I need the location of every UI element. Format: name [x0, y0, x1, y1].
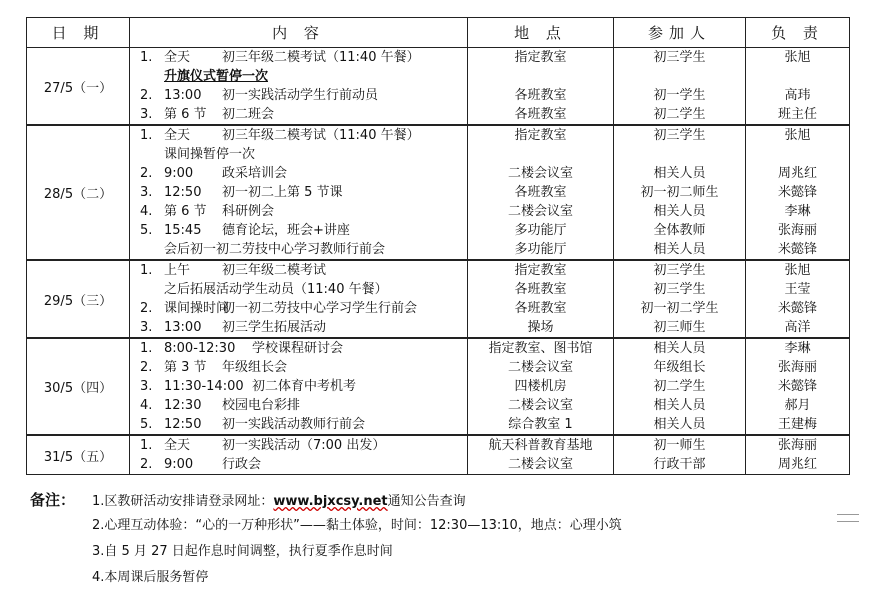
item-participants: 年级组长: [653, 360, 706, 375]
item-responsible: 王建梅: [777, 417, 817, 432]
item-responsible: 张旭: [784, 263, 811, 278]
schedule-item: [130, 415, 467, 434]
item-responsible: 郝月: [784, 398, 811, 413]
item-responsible: [746, 67, 849, 86]
item-responsible: 米懿锋: [777, 379, 817, 394]
item-location: 多功能厅: [514, 223, 567, 238]
header-content: 内 容: [130, 18, 468, 48]
schedule-item: [130, 86, 467, 105]
item-responsible: 张海丽: [777, 438, 817, 453]
note-2: 2.心理互动体验：“心的一万种形状”——黏土体验，时间：12:30—13:10，地点：心理小筑: [92, 518, 622, 533]
item-time: 13:00: [164, 320, 202, 335]
item-responsible: 高玮: [784, 88, 811, 103]
item-participants: 相关人员: [653, 242, 706, 257]
note-1-url[interactable]: www.bjxcsy.net: [273, 494, 388, 509]
day-date: 30/5（四）: [27, 338, 130, 435]
item-participants: 相关人员: [653, 417, 706, 432]
day-responsible: [746, 338, 850, 435]
item-time: 9:00: [164, 166, 194, 181]
item-time: 8:00-12:30: [164, 341, 236, 356]
item-number: 2.: [140, 360, 153, 375]
item-text: 初一初二上第 5 节课: [222, 185, 343, 200]
item-responsible: 张海丽: [777, 223, 817, 238]
item-responsible: 张海丽: [777, 360, 817, 375]
item-text: 初一实践活动学生行前动员: [222, 88, 379, 103]
item-location: 二楼会议室: [507, 398, 573, 413]
day-row: [27, 260, 850, 338]
item-text: 行政会: [222, 457, 262, 472]
schedule-item: [130, 126, 467, 145]
item-responsible: [746, 145, 849, 164]
item-number: 3.: [140, 185, 153, 200]
item-responsible: 米懿锋: [777, 185, 817, 200]
item-number: 5.: [140, 417, 153, 432]
item-participants: 初三学生: [653, 263, 706, 278]
item-location: [468, 67, 613, 86]
item-location: 指定教室: [514, 50, 567, 65]
item-time: 12:50: [164, 185, 202, 200]
item-time: 上午: [164, 263, 191, 278]
schedule-item: [130, 436, 467, 455]
note-3: 3.自 5 月 27 日起作息时间调整，执行夏季作息时间: [92, 544, 393, 559]
schedule-item: [130, 145, 467, 164]
item-number: 3.: [140, 320, 153, 335]
day-participants: [614, 125, 746, 260]
item-text: 课间操暂停一次: [164, 147, 256, 162]
item-location: 操场: [527, 320, 554, 335]
item-time: 12:50: [164, 417, 202, 432]
item-participants: 初三师生: [653, 320, 706, 335]
item-text: 初一初二劳技中心学习学生行前会: [222, 301, 418, 316]
item-participants: [614, 145, 745, 164]
item-location: 各班教室: [514, 282, 567, 297]
item-responsible: 李琳: [784, 341, 811, 356]
header-date: 日 期: [27, 18, 130, 48]
schedule-item: [130, 280, 467, 299]
item-text: 初二班会: [222, 107, 275, 122]
item-text: 年级组长会: [222, 360, 288, 375]
day-location: [468, 338, 614, 435]
schedule-item: [130, 221, 467, 240]
day-location: [468, 48, 614, 126]
schedule-item: [130, 455, 467, 474]
item-text: 初三学生拓展活动: [222, 320, 327, 335]
item-location: 二楼会议室: [507, 204, 573, 219]
item-responsible: 王莹: [784, 282, 811, 297]
item-participants: 全体教师: [653, 223, 706, 238]
item-participants: 相关人员: [653, 398, 706, 413]
item-participants: 初三学生: [653, 128, 706, 143]
item-responsible: 张旭: [784, 128, 811, 143]
day-date: 31/5（五）: [27, 435, 130, 475]
item-location: [468, 145, 613, 164]
item-participants: 初二学生: [653, 107, 706, 122]
day-date: 29/5（三）: [27, 260, 130, 338]
header-participants: 参加人: [614, 18, 746, 48]
item-location: 二楼会议室: [507, 166, 573, 181]
notes-label: 备注：: [30, 491, 76, 509]
item-number: 1.: [140, 341, 153, 356]
schedule-item: [130, 183, 467, 202]
item-number: 5.: [140, 223, 153, 238]
note-1-suffix: 通知公告查询: [387, 494, 466, 509]
schedule-item: [130, 396, 467, 415]
item-participants: 初一师生: [653, 438, 706, 453]
schedule-item: [130, 164, 467, 183]
item-time: 13:00: [164, 88, 202, 103]
item-number: 4.: [140, 204, 153, 219]
item-number: 3.: [140, 379, 153, 394]
day-row: [27, 435, 850, 475]
day-participants: [614, 435, 746, 475]
item-location: 四楼机房: [514, 379, 567, 394]
day-content: [130, 260, 468, 338]
item-location: 各班教室: [514, 88, 567, 103]
item-text: 升旗仪式暂停一次: [164, 69, 269, 84]
day-content: [130, 48, 468, 126]
item-time: 第 6 节: [164, 107, 207, 122]
item-text: 初三年级二模考试: [222, 263, 327, 278]
notes-section: [30, 487, 622, 591]
item-time: 12:30: [164, 398, 202, 413]
schedule-item: [130, 377, 467, 396]
header-row: [27, 18, 850, 48]
item-responsible: 李琳: [784, 204, 811, 219]
schedule-item: [130, 67, 467, 86]
item-number: 1.: [140, 438, 153, 453]
day-content: [130, 125, 468, 260]
item-time: 全天: [164, 50, 191, 65]
item-participants: 初一初二师生: [640, 185, 719, 200]
day-date: 28/5（二）: [27, 125, 130, 260]
item-text: 初一实践活动（7:00 出发）: [222, 438, 386, 453]
item-responsible: 周兆红: [777, 166, 817, 181]
item-text: 初三年级二模考试（11:40 午餐）: [222, 50, 420, 65]
item-text: 政采培训会: [222, 166, 288, 181]
item-time: 第 6 节: [164, 204, 207, 219]
day-row: [27, 338, 850, 435]
day-participants: [614, 338, 746, 435]
day-content: [130, 435, 468, 475]
item-location: 多功能厅: [514, 242, 567, 257]
day-location: [468, 260, 614, 338]
header-responsible: 负 责: [746, 18, 850, 48]
item-number: 4.: [140, 398, 153, 413]
note-4: 4.本周课后服务暂停: [92, 570, 209, 585]
schedule-item: [130, 339, 467, 358]
item-responsible: 张旭: [784, 50, 811, 65]
day-responsible: [746, 260, 850, 338]
schedule-item: [130, 48, 467, 67]
item-participants: [614, 67, 745, 86]
item-number: 3.: [140, 107, 153, 122]
item-time: 课间操时间: [164, 301, 230, 316]
day-responsible: [746, 125, 850, 260]
item-location: 指定教室: [514, 263, 567, 278]
note-1-prefix: 1.区教研活动安排请登录网址：: [92, 494, 274, 509]
item-participants: 初一初二学生: [640, 301, 719, 316]
item-time: 9:00: [164, 457, 194, 472]
schedule-table: [26, 17, 850, 475]
item-responsible: 米懿锋: [777, 242, 817, 257]
item-location: 各班教室: [514, 301, 567, 316]
item-location: 指定教室: [514, 128, 567, 143]
item-text: 会后初一初二劳技中心学习教师行前会: [164, 242, 386, 257]
item-participants: 初三学生: [653, 282, 706, 297]
day-content: [130, 338, 468, 435]
item-time: 全天: [164, 438, 191, 453]
day-location: [468, 125, 614, 260]
page-edge-mark: [837, 514, 859, 522]
item-location: 综合教室 1: [508, 417, 573, 432]
item-number: 1.: [140, 50, 153, 65]
item-responsible: 高洋: [784, 320, 811, 335]
item-participants: 初一学生: [653, 88, 706, 103]
item-location: 各班教室: [514, 107, 567, 122]
item-time: 15:45: [164, 223, 202, 238]
day-location: [468, 435, 614, 475]
schedule-item: [130, 105, 467, 124]
item-participants: 相关人员: [653, 341, 706, 356]
item-time: 第 3 节: [164, 360, 207, 375]
item-time: 全天: [164, 128, 191, 143]
day-row: [27, 125, 850, 260]
item-responsible: 米懿锋: [777, 301, 817, 316]
item-text: 学校课程研讨会: [252, 341, 344, 356]
item-number: 2.: [140, 457, 153, 472]
item-number: 2.: [140, 166, 153, 181]
day-date: 27/5（一）: [27, 48, 130, 126]
item-number: 1.: [140, 128, 153, 143]
schedule-item: [130, 202, 467, 221]
item-location: 指定教室、图书馆: [488, 341, 593, 356]
item-text: 初一实践活动教师行前会: [222, 417, 366, 432]
item-text: 初二体育中考机考: [252, 379, 357, 394]
schedule-item: [130, 240, 467, 259]
day-responsible: [746, 435, 850, 475]
day-participants: [614, 48, 746, 126]
item-time: 11:30-14:00: [164, 379, 244, 394]
schedule-item: [130, 358, 467, 377]
item-number: 1.: [140, 263, 153, 278]
schedule-item: [130, 318, 467, 337]
item-number: 2.: [140, 88, 153, 103]
item-location: 各班教室: [514, 185, 567, 200]
item-text: 科研例会: [222, 204, 275, 219]
item-text: 德育论坛，班会+讲座: [222, 223, 350, 238]
day-participants: [614, 260, 746, 338]
header-location: 地 点: [468, 18, 614, 48]
schedule-item: [130, 261, 467, 280]
item-text: 之后拓展活动学生动员（11:40 午餐）: [164, 282, 388, 297]
day-responsible: [746, 48, 850, 126]
item-location: 航天科普教育基地: [488, 438, 593, 453]
item-text: 校园电台彩排: [222, 398, 301, 413]
item-number: 2.: [140, 301, 153, 316]
item-participants: 初三学生: [653, 50, 706, 65]
item-responsible: 班主任: [777, 107, 817, 122]
item-participants: 相关人员: [653, 204, 706, 219]
day-row: [27, 48, 850, 126]
item-text: 初三年级二模考试（11:40 午餐）: [222, 128, 420, 143]
schedule-item: [130, 299, 467, 318]
item-location: 二楼会议室: [507, 457, 573, 472]
item-responsible: 周兆红: [777, 457, 817, 472]
item-location: 二楼会议室: [507, 360, 573, 375]
item-participants: 相关人员: [653, 166, 706, 181]
item-participants: 行政干部: [653, 457, 706, 472]
item-participants: 初二学生: [653, 379, 706, 394]
note-1: [30, 487, 622, 513]
